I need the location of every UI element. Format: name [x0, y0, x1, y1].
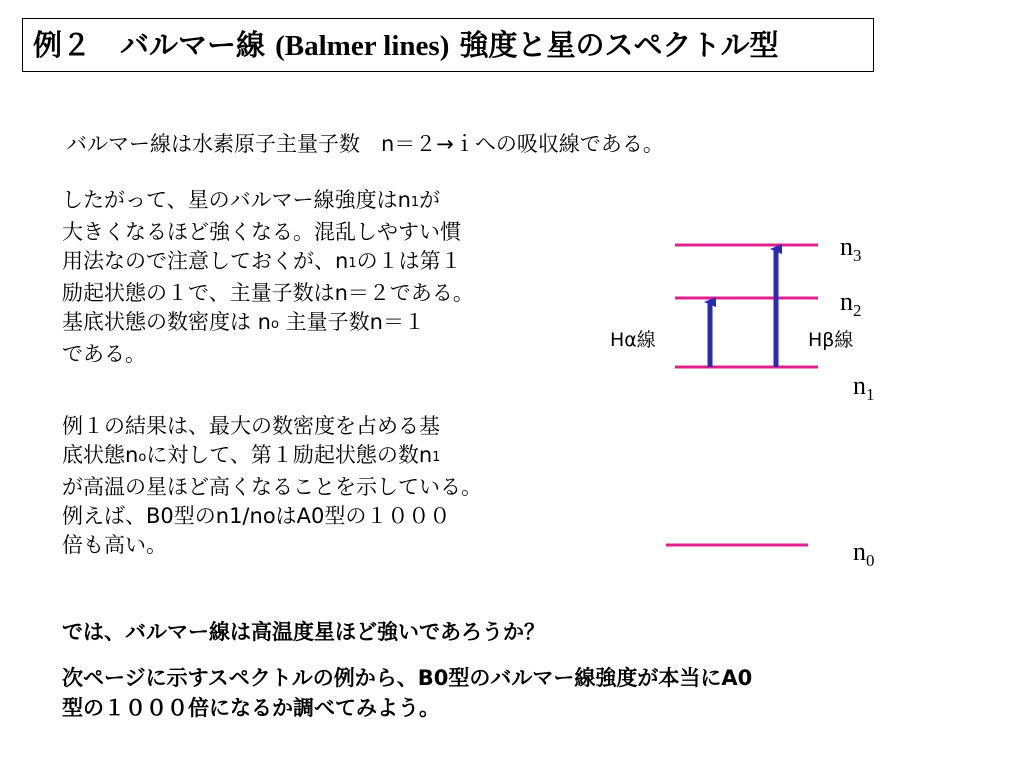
- title-box: [22, 18, 874, 72]
- para2-line-3: が高温の星ほど高くなることを示している。: [62, 475, 482, 499]
- level-label-n1: $n_1$: [853, 371, 875, 404]
- para1-l1a: したがって、星のバルマー線強度はn: [62, 188, 411, 212]
- para1-line-2: 大きくなるほど強くなる。混乱しやすい慣: [62, 220, 461, 244]
- energy-level-diagram: [590, 220, 920, 600]
- para1-l5b: 主量子数n＝１: [278, 310, 425, 334]
- question-1: では、バルマー線は高温度星ほど強いであろうか？: [62, 620, 545, 644]
- title-suffix: 強度と星のスペクトル型: [459, 28, 779, 62]
- title-english: (Balmer lines): [275, 30, 450, 62]
- para1-l1-sub: 1: [410, 195, 420, 210]
- question2-line-1: 次ページに示すスペクトルの例から、B0型のバルマー線強度が本当にA0: [62, 666, 753, 690]
- paragraph-2: [62, 412, 572, 560]
- para1-line-3: [62, 247, 572, 279]
- para1-l5a: 基底状態の数密度は n: [62, 310, 271, 334]
- para1-line-1: [62, 186, 572, 218]
- h-beta-label: Hβ線: [808, 329, 854, 351]
- para1-line-4: 励起状態の１で、主量子数はn＝２である。: [62, 281, 474, 305]
- para2-line-5: 倍も高い。: [62, 533, 167, 557]
- h-alpha-label: Hα線: [610, 329, 656, 351]
- intro-text: バルマー線は水素原子主量子数 n＝２→ｉへの吸収線である。: [66, 132, 664, 156]
- para2-l2-sub: o: [138, 450, 147, 465]
- para2-l2b: に対して、第１励起状態の数n: [146, 443, 433, 467]
- question2-line-2: 型の１０００倍になるか調べてみよう。: [62, 696, 440, 720]
- level-label-n3: $n_3$: [840, 232, 862, 265]
- para1-l1b: が: [419, 188, 441, 212]
- para1-l3-sub: 1: [348, 256, 357, 271]
- para1-line-5: [62, 308, 572, 340]
- para2-line-4: 例えば、B0型のn1/noはA0型の１０００: [62, 504, 451, 528]
- para1-l3a: 用法なので注意しておくが、n: [62, 249, 349, 273]
- para2-line-1: 例１の結果は、最大の数密度を占める基: [62, 414, 440, 438]
- question-2: [62, 663, 752, 723]
- level-label-n0: $n_0$: [853, 537, 875, 570]
- para2-l2a: 底状態n: [62, 443, 139, 467]
- level-label-n2: $n_2$: [840, 287, 862, 320]
- para1-line-6: である。: [62, 342, 146, 366]
- title-prefix: 例２ バルマー線: [33, 28, 266, 62]
- slide-title: [33, 27, 779, 64]
- paragraph-1: [62, 186, 572, 369]
- para2-l2-sub2: 1: [432, 450, 441, 465]
- para1-l3b: の１は第１: [356, 249, 462, 273]
- para1-l5-sub: o: [270, 317, 279, 332]
- para2-line-2: [62, 441, 572, 473]
